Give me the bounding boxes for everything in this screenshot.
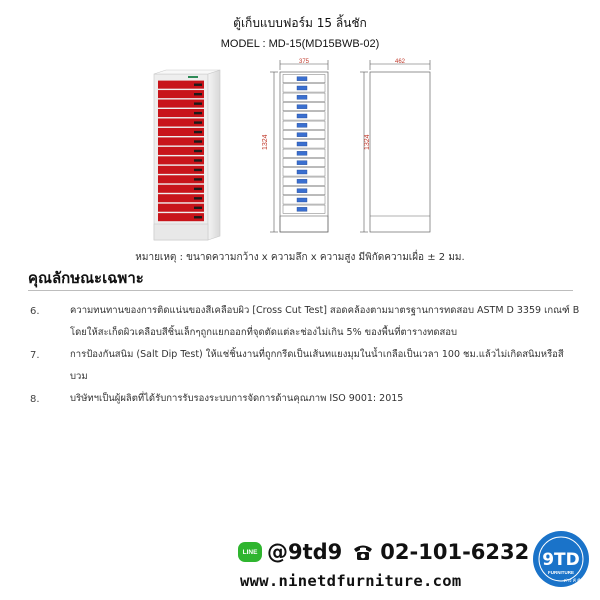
company-logo [532, 530, 590, 588]
feature-line: บริษัทฯเป็นผู้ผลิตที่ได้รับการรับรองระบบการจัดการด้านคุณภาพ ISO 9001: 2015 [70, 393, 404, 404]
heading-divider [28, 290, 573, 291]
drawing-drawer-label [297, 151, 307, 155]
drawing-drawer-label [297, 86, 307, 90]
feature-number: 8. [30, 394, 40, 405]
drawing-drawer-label [297, 170, 307, 174]
line-app-icon[interactable] [238, 542, 262, 562]
drawer-handle [194, 150, 202, 152]
drawing-drawer-label [297, 161, 307, 165]
feature-line: ความทนทานของการติดแน่นของสีเคลือบผิว [Cross Cut Test] สอดคล้องตามมาตรฐานการทดสอบ ASTM D 3359 เกณฑ์ B [70, 305, 580, 316]
phone-number[interactable]: 02-101-6232 [380, 540, 530, 564]
drawing-drawer-label [297, 114, 307, 118]
phone-icon [352, 542, 374, 562]
cabinet-photo [150, 66, 232, 246]
drawing-drawer-label [297, 179, 307, 183]
features-heading: คุณลักษณะเฉพาะ [28, 269, 144, 287]
logo-main-text: 9TD [542, 550, 580, 570]
tolerance-note: หมายเหตุ : ขนาดความกว้าง x ความลึก x ความสูง มีพิกัดความเผื่อ ± 2 มม. [135, 252, 465, 263]
drawer-handle [194, 93, 202, 95]
product-title: ตู้เก็บแบบฟอร์ม 15 ลิ้นชัก [233, 16, 367, 30]
drawer-handle [194, 159, 202, 161]
drawing-drawer-label [297, 207, 307, 211]
feature-number: 7. [30, 350, 40, 361]
drawing-drawer-label [297, 105, 307, 109]
feature-number: 6. [30, 306, 40, 317]
website-link[interactable]: www.ninetdfurniture.com [240, 572, 462, 590]
drawer-handle [194, 178, 202, 180]
front-width-label: 375 [298, 59, 310, 65]
feature-item [70, 300, 590, 344]
side-depth-label: 462 [394, 59, 406, 65]
logo-ring-text: FURNITURE [548, 570, 574, 575]
front-view-drawing [268, 56, 348, 238]
drawing-drawer-label [297, 142, 307, 146]
drawer-handle [194, 140, 202, 142]
side-height-label: 1324 [364, 134, 371, 150]
logo-sub-text: ต่าง ค์ ดี [563, 579, 581, 584]
drawer-handle [194, 216, 202, 218]
feature-line: การป้องกันสนิม (Salt Dip Test) ให้แช่ชิ้นงานที่ถูกกรีดเป็นเส้นทแยงมุมในน้ำเกลือเป็นเวลา 100 ชม.แล้วไม่เกิดสนิมหรือสี [70, 349, 564, 360]
drawing-drawer-label [297, 77, 307, 81]
drawing-drawer-label [297, 189, 307, 193]
line-badge-text: LINE [242, 548, 258, 556]
feature-item [70, 344, 590, 388]
line-id[interactable]: @9td9 [267, 540, 343, 564]
drawing-drawer-label [297, 123, 307, 127]
drawer-handle [194, 112, 202, 114]
drawing-drawer-label [297, 95, 307, 99]
feature-line: บวม [70, 371, 88, 382]
drawer-handle [194, 84, 202, 86]
feature-line: โดยให้สะเก็ดผิวเคลือบสีชิ้นเล็กๆถูกแยกออกที่จุดตัดแต่ละช่องไม่เกิน 5% ของพื้นที่ตารางทดสอบ [70, 327, 458, 338]
drawer-handle [194, 121, 202, 123]
drawer-handle [194, 197, 202, 199]
drawing-drawer-label [297, 198, 307, 202]
contact-bar [238, 538, 529, 566]
drawer-handle [194, 169, 202, 171]
drawer-handle [194, 188, 202, 190]
front-height-label: 1324 [262, 134, 269, 150]
drawing-drawer-label [297, 133, 307, 137]
product-model: MODEL : MD-15(MD15BWB-02) [220, 38, 380, 50]
feature-item [70, 388, 590, 410]
drawer-handle [194, 102, 202, 104]
drawer-handle [194, 131, 202, 133]
drawer-handle [194, 207, 202, 209]
